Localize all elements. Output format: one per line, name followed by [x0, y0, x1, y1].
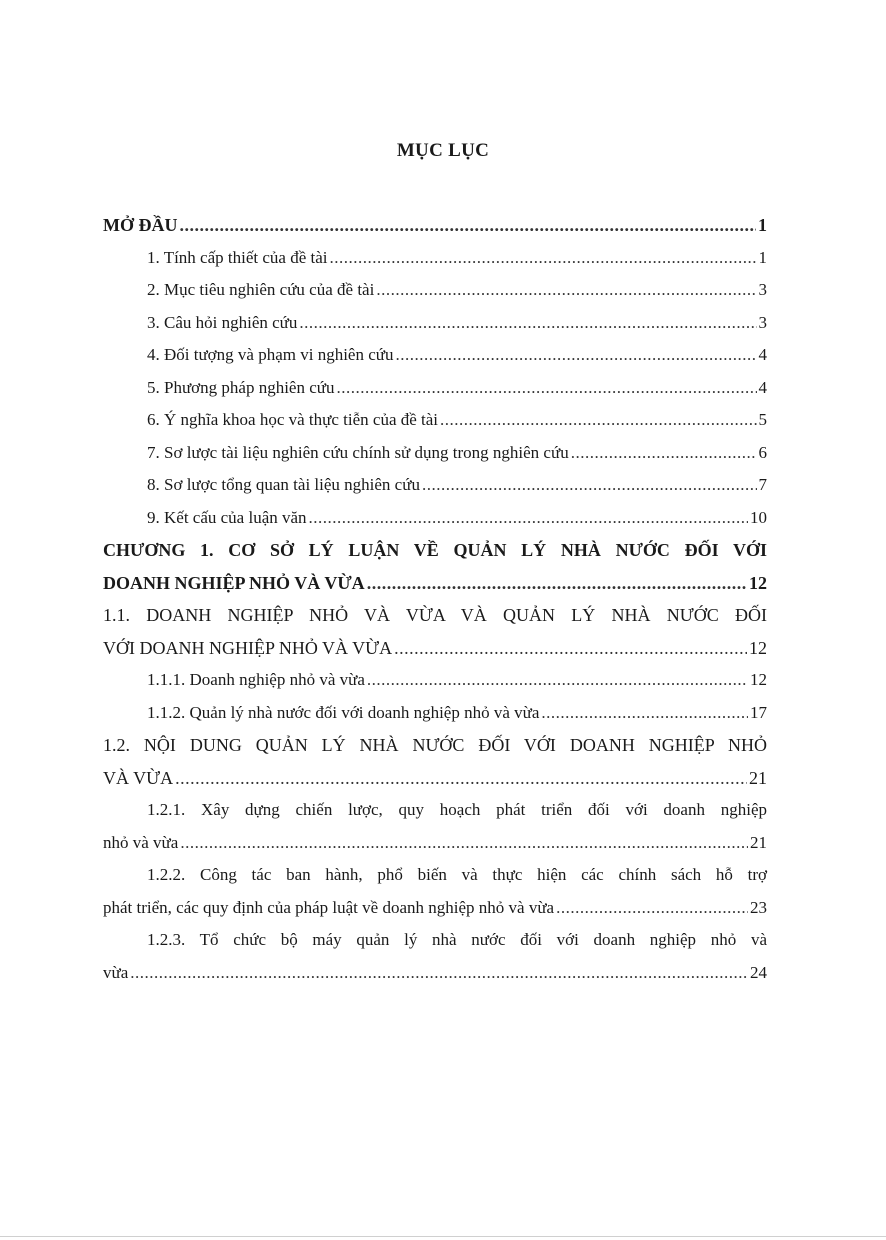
toc-entry-text: 1.1.2. Quản lý nhà nước đối với doanh nghiệp nhỏ và vừa: [147, 702, 540, 722]
dot-leader: [394, 632, 747, 665]
toc-entry[interactable]: [103, 437, 767, 470]
toc-entry-page: 3: [758, 280, 767, 299]
dot-leader: [130, 957, 748, 990]
dot-leader: [367, 567, 747, 600]
toc-entry-page: 23: [750, 897, 767, 917]
toc-entry-text-line2: VÀ VỪA: [103, 767, 174, 788]
toc-entry-page: 4: [758, 345, 767, 364]
dot-leader: [440, 404, 756, 437]
dot-leader: [396, 339, 757, 372]
dot-leader: [180, 209, 757, 242]
toc-entry-page: 1: [758, 215, 767, 235]
toc-entry-text: 2. Mục tiêu nghiên cứu của đề tài: [147, 280, 375, 299]
toc-entry[interactable]: [103, 339, 767, 372]
dot-leader: [376, 274, 756, 307]
toc-entry-page: 3: [758, 312, 767, 332]
dot-leader: [336, 372, 756, 405]
toc-entry-1-2-1[interactable]: [103, 794, 767, 859]
toc-entry-1-2-3[interactable]: [103, 924, 767, 989]
toc-entry-page: 4: [758, 377, 767, 397]
toc-entry[interactable]: [103, 469, 767, 502]
toc-title: MỤC LỤC: [396, 140, 490, 161]
toc-entry-text-line2: DOANH NGHIỆP NHỎ VÀ VỪA: [103, 572, 365, 593]
toc-entry[interactable]: [103, 274, 767, 307]
toc-entry-page: 10: [750, 507, 767, 527]
toc-entry-text-line2: VỚI DOANH NGHIỆP NHỎ VÀ VỪA: [103, 637, 393, 658]
dot-leader: [299, 307, 756, 340]
toc-entry-text-line1: 1.2.2. Công tác ban hành, phổ biến và thực hiện các chính sách hỗ trợ: [147, 865, 767, 884]
toc-entry-page: 6: [758, 442, 767, 462]
toc-entry[interactable]: [103, 307, 767, 340]
toc-entry-text: 1. Tính cấp thiết của đề tài: [147, 247, 328, 267]
toc-entry-page: 21: [749, 767, 767, 788]
toc-entry[interactable]: [103, 242, 767, 275]
toc-entry-text-line1: CHƯƠNG 1. CƠ SỞ LÝ LUẬN VỀ QUẢN LÝ NHÀ NƯỚC ĐỐI VỚI: [103, 540, 767, 560]
table-of-contents: [103, 209, 767, 989]
toc-entry[interactable]: [103, 372, 767, 405]
toc-entry-page: 12: [749, 637, 767, 658]
toc-entry-text: 1.1.1. Doanh nghiệp nhỏ và vừa: [147, 670, 365, 689]
toc-entry[interactable]: [103, 502, 767, 535]
toc-entry-text-line1: 1.1. DOANH NGHIỆP NHỎ VÀ VỪA VÀ QUẢN LÝ NHÀ NƯỚC ĐỐI: [103, 605, 767, 625]
toc-entry-section-1-1[interactable]: [103, 599, 767, 664]
dot-leader: [329, 242, 756, 275]
dot-leader: [367, 664, 748, 697]
toc-entry-page: 24: [750, 962, 767, 982]
toc-entry-mo-dau[interactable]: [103, 209, 767, 242]
toc-entry-text-line1: 1.2. NỘI DUNG QUẢN LÝ NHÀ NƯỚC ĐỐI VỚI DOANH NGHIỆP NHỎ: [103, 735, 767, 755]
toc-entry-text: 3. Câu hỏi nghiên cứu: [147, 312, 298, 332]
toc-entry-page: 12: [749, 572, 767, 593]
dot-leader: [180, 827, 748, 860]
toc-entry[interactable]: [103, 404, 767, 437]
toc-entry-text: 6. Ý nghĩa khoa học và thực tiễn của đề tài: [147, 410, 439, 429]
toc-entry-section-1-2[interactable]: [103, 729, 767, 794]
toc-entry-text: 5. Phương pháp nghiên cứu: [147, 377, 335, 397]
page-bottom-edge: [0, 1236, 886, 1237]
dot-leader: [571, 437, 757, 470]
dot-leader: [175, 762, 747, 795]
toc-entry-page: 5: [758, 410, 767, 429]
toc-entry-text-line1: 1.2.3. Tổ chức bộ máy quản lý nhà nước đối với doanh nghiệp nhỏ và: [147, 930, 767, 949]
dot-leader: [422, 469, 757, 502]
toc-entry-text-line2: vừa: [103, 962, 129, 982]
toc-entry[interactable]: [103, 664, 767, 697]
toc-entry[interactable]: [103, 697, 767, 730]
toc-entry-page: 21: [750, 832, 767, 852]
dot-leader: [309, 502, 748, 535]
toc-entry-text-line2: nhỏ và vừa: [103, 832, 179, 852]
dot-leader: [541, 697, 748, 730]
toc-entry-text: 9. Kết cấu của luận văn: [147, 507, 307, 527]
toc-entry-text-line1: 1.2.1. Xây dựng chiến lược, quy hoạch phát triển đối với doanh nghiệp: [147, 800, 767, 819]
toc-entry-1-2-2[interactable]: [103, 859, 767, 924]
toc-entry-page: 1: [758, 247, 767, 267]
toc-entry-page: 7: [758, 475, 767, 494]
toc-entry-text: MỞ ĐẦU: [103, 215, 178, 235]
toc-entry-text-line2: phát triển, các quy định của pháp luật về doanh nghiệp nhỏ và vừa: [103, 897, 555, 917]
toc-entry-text: 7. Sơ lược tài liệu nghiên cứu chính sử dụng trong nghiên cứu: [147, 442, 569, 462]
toc-entry-text: 8. Sơ lược tổng quan tài liệu nghiên cứu: [147, 475, 420, 494]
toc-entry-chapter-1[interactable]: [103, 534, 767, 599]
dot-leader: [556, 892, 748, 925]
toc-entry-page: 17: [750, 702, 767, 722]
toc-entry-page: 12: [750, 670, 767, 689]
toc-entry-text: 4. Đối tượng và phạm vi nghiên cứu: [147, 345, 394, 364]
